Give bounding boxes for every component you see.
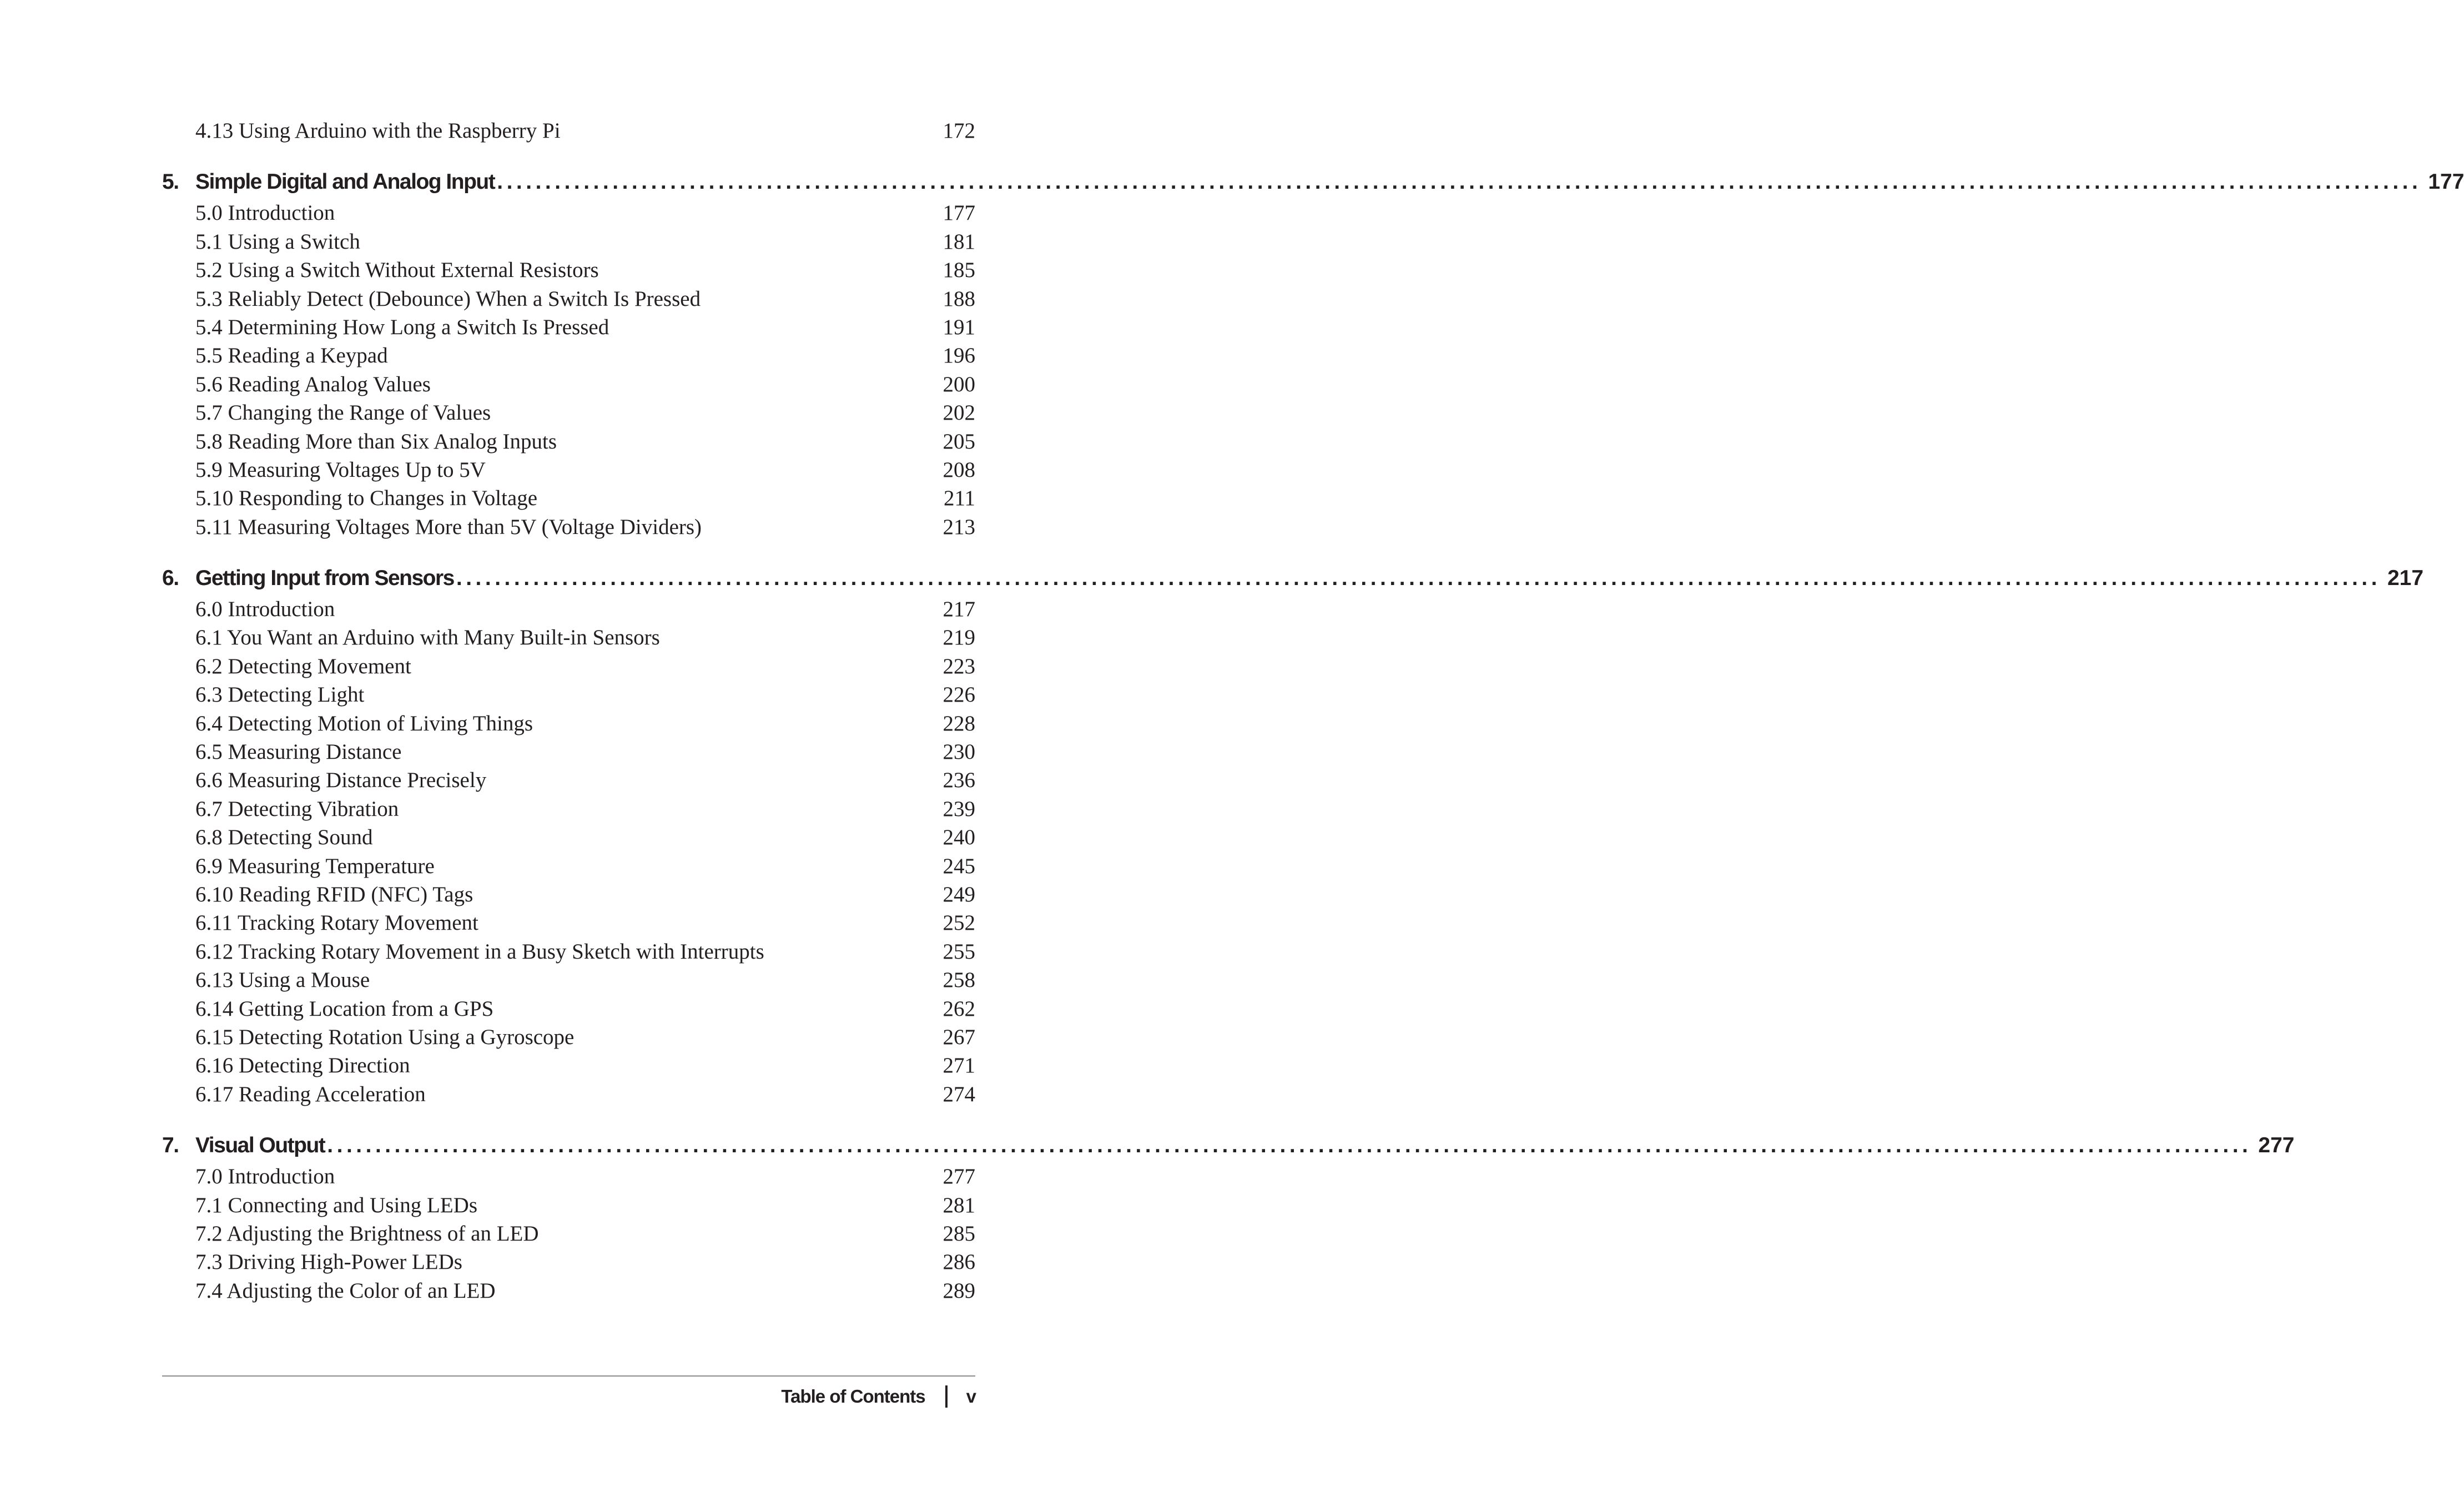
section-title: 5.4 Determining How Long a Switch Is Pressed xyxy=(195,315,609,339)
toc-section-entry[interactable] xyxy=(162,766,975,794)
section-page-number: 255 xyxy=(943,939,975,964)
dot-leader: ........................................................................................................................................................................................................ xyxy=(456,566,2381,591)
section-title: 5.8 Reading More than Six Analog Inputs xyxy=(195,429,557,453)
section-title: 6.12 Tracking Rotary Movement in a Busy Sketch with Interrupts xyxy=(195,939,764,964)
section-page-number: 249 xyxy=(943,882,975,906)
section-page-number: 271 xyxy=(943,1054,975,1078)
section-page-number: 202 xyxy=(943,401,975,425)
chapter-block xyxy=(162,1129,2295,1305)
toc-section-entry[interactable] xyxy=(162,738,975,766)
toc-section-entry[interactable] xyxy=(162,1191,975,1219)
footer-rule xyxy=(162,1375,975,1377)
section-title: 6.9 Measuring Temperature xyxy=(195,854,435,878)
toc-section-entry[interactable] xyxy=(162,1023,975,1051)
section-title: 6.16 Detecting Direction xyxy=(195,1054,410,1078)
section-title: 6.2 Detecting Movement xyxy=(195,654,411,678)
toc-section-entry[interactable] xyxy=(162,399,975,427)
toc-section-entry[interactable] xyxy=(162,909,975,937)
section-title: 5.10 Responding to Changes in Voltage xyxy=(195,486,538,511)
section-title: 5.7 Changing the Range of Values xyxy=(195,401,491,425)
section-title: 6.11 Tracking Rotary Movement xyxy=(195,911,478,935)
toc-section-entry[interactable] xyxy=(162,681,975,709)
toc-section-entry[interactable] xyxy=(162,370,975,399)
toc-section-entry[interactable] xyxy=(162,795,975,823)
section-page-number: 185 xyxy=(943,258,975,283)
section-page-number: 200 xyxy=(943,372,975,396)
section-title: 7.0 Introduction xyxy=(195,1165,335,1189)
toc-chapter-entry[interactable] xyxy=(162,1129,2295,1162)
toc-section-entry[interactable] xyxy=(162,228,975,256)
toc-section-entry[interactable] xyxy=(162,1051,975,1080)
toc-section-entry[interactable] xyxy=(162,880,975,909)
dot-leader: ........................................................................................................................................................................................................ xyxy=(327,1133,2252,1158)
chapter-block xyxy=(162,562,2424,1108)
section-title: 5.9 Measuring Voltages Up to 5V xyxy=(195,457,486,482)
section-title: 5.3 Reliably Detect (Debounce) When a Switch Is Pressed xyxy=(195,286,701,311)
section-page-number: 226 xyxy=(943,683,975,707)
section-title: 7.4 Adjusting the Color of an LED xyxy=(195,1278,496,1303)
section-title: 6.13 Using a Mouse xyxy=(195,968,370,992)
section-page-number: 285 xyxy=(943,1221,975,1246)
section-page-number: 208 xyxy=(943,457,975,482)
section-title: 5.0 Introduction xyxy=(195,201,335,225)
section-title: 6.17 Reading Acceleration xyxy=(195,1082,426,1106)
chapter-number: 5. xyxy=(162,170,179,194)
footer-label: Table of Contents xyxy=(781,1386,925,1407)
toc-section-entry[interactable] xyxy=(162,427,975,456)
toc-section-entry[interactable] xyxy=(162,995,975,1023)
chapter-number: 6. xyxy=(162,566,179,591)
section-page-number: 223 xyxy=(943,654,975,678)
toc-section-entry[interactable] xyxy=(162,709,975,738)
toc-section-entry[interactable] xyxy=(162,823,975,851)
section-page-number: 219 xyxy=(943,626,975,650)
section-page-number: 239 xyxy=(943,797,975,821)
toc-section-entry[interactable] xyxy=(162,595,975,623)
section-page-number: 172 xyxy=(943,119,975,143)
section-page-number: 196 xyxy=(943,344,975,368)
section-page-number: 262 xyxy=(943,996,975,1021)
section-page-number: 228 xyxy=(943,711,975,735)
chapter-page-number: 277 xyxy=(2258,1133,2295,1158)
section-title: 6.5 Measuring Distance xyxy=(195,740,402,764)
chapter-block xyxy=(162,165,2464,541)
section-page-number: 240 xyxy=(943,825,975,850)
section-title: 6.1 You Want an Arduino with Many Built-in Sensors xyxy=(195,626,660,650)
section-page-number: 286 xyxy=(943,1250,975,1274)
toc-section-entry[interactable] xyxy=(162,623,975,652)
chapter-page-number: 217 xyxy=(2387,566,2424,591)
section-page-number: 191 xyxy=(943,315,975,339)
chapter-title: Getting Input from Sensors xyxy=(195,566,454,591)
section-title: 6.15 Detecting Rotation Using a Gyroscope xyxy=(195,1025,575,1049)
page-footer xyxy=(781,1380,976,1413)
toc-section-entry[interactable] xyxy=(162,1248,975,1276)
section-page-number: 236 xyxy=(943,768,975,793)
continued-section-list xyxy=(162,117,975,145)
toc-chapter-entry[interactable] xyxy=(162,562,2424,595)
toc-section-entry[interactable] xyxy=(162,117,975,145)
toc-section-entry[interactable] xyxy=(162,652,975,681)
chapter-page-number: 177 xyxy=(2428,170,2464,194)
toc-section-entry[interactable] xyxy=(162,341,975,370)
chapter-title: Simple Digital and Analog Input xyxy=(195,170,495,194)
toc-section-entry[interactable] xyxy=(162,313,975,341)
section-page-number: 274 xyxy=(943,1082,975,1106)
section-title: 7.1 Connecting and Using LEDs xyxy=(195,1193,478,1217)
toc-section-entry[interactable] xyxy=(162,1277,975,1305)
section-page-number: 258 xyxy=(943,968,975,992)
section-title: 5.2 Using a Switch Without External Resistors xyxy=(195,258,599,283)
section-page-number: 188 xyxy=(943,286,975,311)
section-page-number: 289 xyxy=(943,1278,975,1303)
toc-section-entry[interactable] xyxy=(162,199,975,227)
chapter-number: 7. xyxy=(162,1133,179,1158)
section-title: 5.6 Reading Analog Values xyxy=(195,372,431,396)
toc-section-entry[interactable] xyxy=(162,966,975,994)
section-page-number: 281 xyxy=(943,1193,975,1217)
section-page-number: 213 xyxy=(943,515,975,539)
section-title: 6.10 Reading RFID (NFC) Tags xyxy=(195,882,473,906)
toc-chapter-entry[interactable] xyxy=(162,165,2464,199)
chapter-title: Visual Output xyxy=(195,1133,325,1158)
section-page-number: 217 xyxy=(943,597,975,622)
section-title: 5.11 Measuring Voltages More than 5V (Voltage Dividers) xyxy=(195,515,702,539)
section-page-number: 177 xyxy=(943,201,975,225)
section-page-number: 205 xyxy=(943,429,975,453)
toc-section-entry[interactable] xyxy=(162,285,975,313)
toc-section-entry[interactable] xyxy=(162,1219,975,1248)
section-title: 6.0 Introduction xyxy=(195,597,335,622)
table-of-contents xyxy=(162,117,2464,1325)
section-page-number: 181 xyxy=(943,229,975,254)
toc-section-entry[interactable] xyxy=(162,484,975,512)
section-title: 5.1 Using a Switch xyxy=(195,229,360,254)
section-page-number: 211 xyxy=(943,486,975,511)
toc-section-entry[interactable] xyxy=(162,1080,975,1108)
section-title: 6.14 Getting Location from a GPS xyxy=(195,996,494,1021)
section-page-number: 245 xyxy=(943,854,975,878)
toc-section-entry[interactable] xyxy=(162,852,975,880)
footer-separator xyxy=(945,1385,948,1408)
toc-section-entry[interactable] xyxy=(162,456,975,484)
toc-section-entry[interactable] xyxy=(162,256,975,284)
section-page-number: 267 xyxy=(943,1025,975,1049)
section-title: 6.3 Detecting Light xyxy=(195,683,365,707)
toc-section-entry[interactable] xyxy=(162,513,975,541)
toc-section-entry[interactable] xyxy=(162,1162,975,1191)
section-title: 7.2 Adjusting the Brightness of an LED xyxy=(195,1221,539,1246)
dot-leader: ........................................................................................................................................................................................................ xyxy=(497,170,2422,194)
section-title: 7.3 Driving High-Power LEDs xyxy=(195,1250,462,1274)
toc-section-entry[interactable] xyxy=(162,937,975,966)
section-page-number: 230 xyxy=(943,740,975,764)
section-title: 6.7 Detecting Vibration xyxy=(195,797,399,821)
section-page-number: 252 xyxy=(943,911,975,935)
section-title: 4.13 Using Arduino with the Raspberry Pi xyxy=(195,119,561,143)
footer-page-number: v xyxy=(966,1386,976,1407)
section-title: 6.8 Detecting Sound xyxy=(195,825,373,850)
section-title: 6.6 Measuring Distance Precisely xyxy=(195,768,487,793)
section-title: 5.5 Reading a Keypad xyxy=(195,344,388,368)
section-page-number: 277 xyxy=(943,1165,975,1189)
section-title: 6.4 Detecting Motion of Living Things xyxy=(195,711,533,735)
